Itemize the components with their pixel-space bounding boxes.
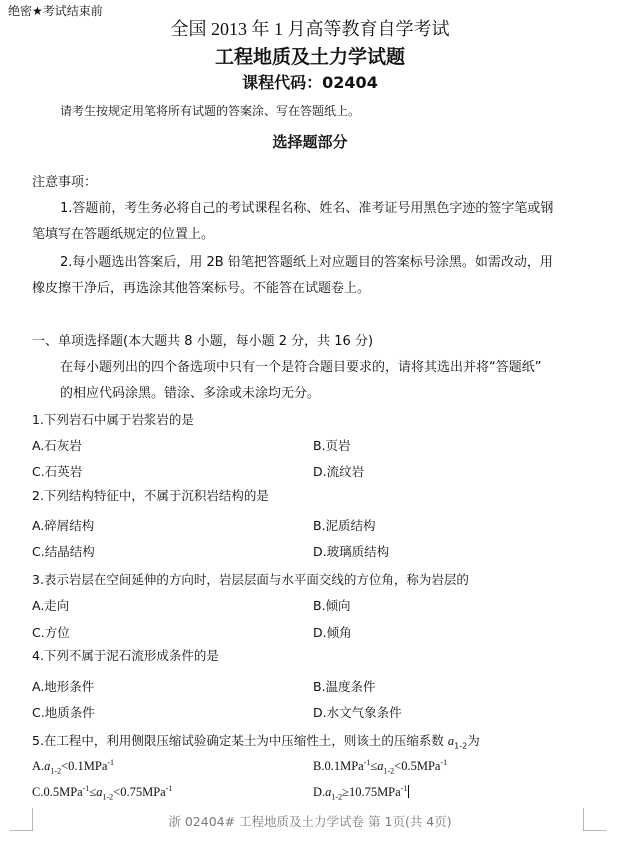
q5a-exp: -1 [107, 758, 115, 767]
question-1-stem: 1.下列岩石中属于岩浆岩的是 [32, 412, 194, 427]
q5a-subscript: 1-2 [50, 766, 62, 776]
q5d-tail: ≥10.75MPa [342, 785, 401, 800]
exam-title-line2: 工程地质及土力学试题 [214, 46, 405, 68]
q5b-subscript: 1-2 [383, 766, 395, 776]
q5-option-a [32, 758, 114, 776]
q5d-subscript: 1-2 [331, 792, 343, 802]
q3-option-b: B.倾向 [313, 598, 351, 613]
question-3-stem: 3.表示岩层在空间延伸的方向时，岩层层面与水平面交线的方位角，称为岩层的 [32, 572, 469, 587]
section-title: 选择题部分 [272, 133, 348, 151]
q4-option-c: C.地质条件 [32, 705, 95, 720]
course-code: 课程代码：02404 [242, 73, 378, 92]
q5a-tail: <0.1MPa [61, 759, 108, 774]
q4-option-a: A.地形条件 [32, 679, 95, 694]
part1-heading: 一、单项选择题(本大题共 8 小题，每小题 2 分，共 16 分) [32, 334, 374, 349]
notes-heading: 注意事项： [32, 175, 98, 190]
exam-title-line1: 全国 2013 年 1 月高等教育自学考试 [170, 19, 450, 39]
q5a-prefix: A. [32, 759, 45, 774]
q5c-tail: <0.75MPa [113, 785, 166, 800]
q1-option-c: C.石英岩 [32, 464, 83, 479]
note2-line1: 2.每小题选出答案后，用 2B 铅笔把答题纸上对应题目的答案标号涂黑。如需改动，用 [60, 255, 553, 270]
q5-subscript: 1-2 [454, 741, 468, 751]
q5d-symbol: a [325, 785, 332, 800]
q3-option-d: D.倾角 [313, 625, 352, 640]
q5c-prefix: C.0.5MPa [32, 785, 83, 800]
question-5-stem [32, 731, 480, 751]
q3-option-c: C.方位 [32, 625, 70, 640]
part1-desc-line2: 的相应代码涂黑。错涂、多涂或未涂均无分。 [60, 386, 321, 401]
q5-option-d [313, 784, 409, 802]
q5c-symbol: a [96, 785, 103, 800]
q4-option-b: B.温度条件 [313, 679, 376, 694]
q5b-symbol: a [377, 759, 384, 774]
q5b-mid: ≤ [370, 759, 378, 774]
q3-option-a: A.走向 [32, 598, 70, 613]
q5b-tail: <0.5MPa [394, 759, 441, 774]
note1-line2: 笔填写在答题纸规定的位置上。 [32, 227, 215, 242]
q5-option-c [32, 784, 172, 802]
page-footer: 浙 02404# 工程地质及土力学试卷 第 1页(共 4页) [168, 814, 452, 829]
question-2-stem: 2.下列结构特征中，不属于沉积岩结构的是 [32, 488, 269, 503]
q2-option-b: B.泥质结构 [313, 518, 376, 533]
q2-option-c: C.结晶结构 [32, 544, 95, 559]
q5b-exp1: -1 [363, 758, 371, 767]
q5c-subscript: 1-2 [102, 792, 114, 802]
q5-symbol: a [447, 734, 455, 748]
question-5-stem-text: 5.在工程中，利用侧限压缩试验确定某土为中压缩性土，则该土的压缩系数 [32, 733, 444, 748]
q5c-exp1: -1 [82, 784, 90, 793]
q4-option-d: D.水文气象条件 [313, 705, 402, 720]
q5a-symbol: a [44, 759, 51, 774]
q1-option-d: D.流纹岩 [313, 464, 365, 479]
q1-option-a: A.石灰岩 [32, 438, 82, 453]
q5-stem-tail: 为 [467, 733, 480, 748]
note2-line2: 橡皮擦干净后，再选涂其他答案标号。不能答在试题卷上。 [32, 281, 371, 296]
part1-desc-line1: 在每小题列出的四个备选项中只有一个是符合题目要求的，请将其选出并将“答题纸” [60, 360, 542, 375]
question-4-stem: 4.下列不属于泥石流形成条件的是 [32, 648, 219, 663]
q5b-exp2: -1 [440, 758, 448, 767]
q5d-exp: -1 [400, 784, 408, 793]
q2-option-d: D.玻璃质结构 [313, 544, 390, 559]
q5-option-b [313, 758, 447, 776]
q5d-prefix: D. [313, 785, 326, 800]
note1-line1: 1.答题前，考生务必将自己的考试课程名称、姓名、准考证号用黑色字迹的签字笔或钢 [60, 201, 554, 216]
q5c-mid: ≤ [89, 785, 97, 800]
secret-mark: 绝密★考试结束前 [8, 4, 103, 18]
q1-option-b: B.页岩 [313, 438, 351, 453]
text-cursor [408, 785, 409, 798]
instruction-text: 请考生按规定用笔将所有试题的答案涂、写在答题纸上。 [60, 104, 361, 118]
q5b-prefix: B.0.1MPa [313, 759, 364, 774]
q2-option-a: A.碎屑结构 [32, 518, 95, 533]
q5c-exp2: -1 [165, 784, 173, 793]
